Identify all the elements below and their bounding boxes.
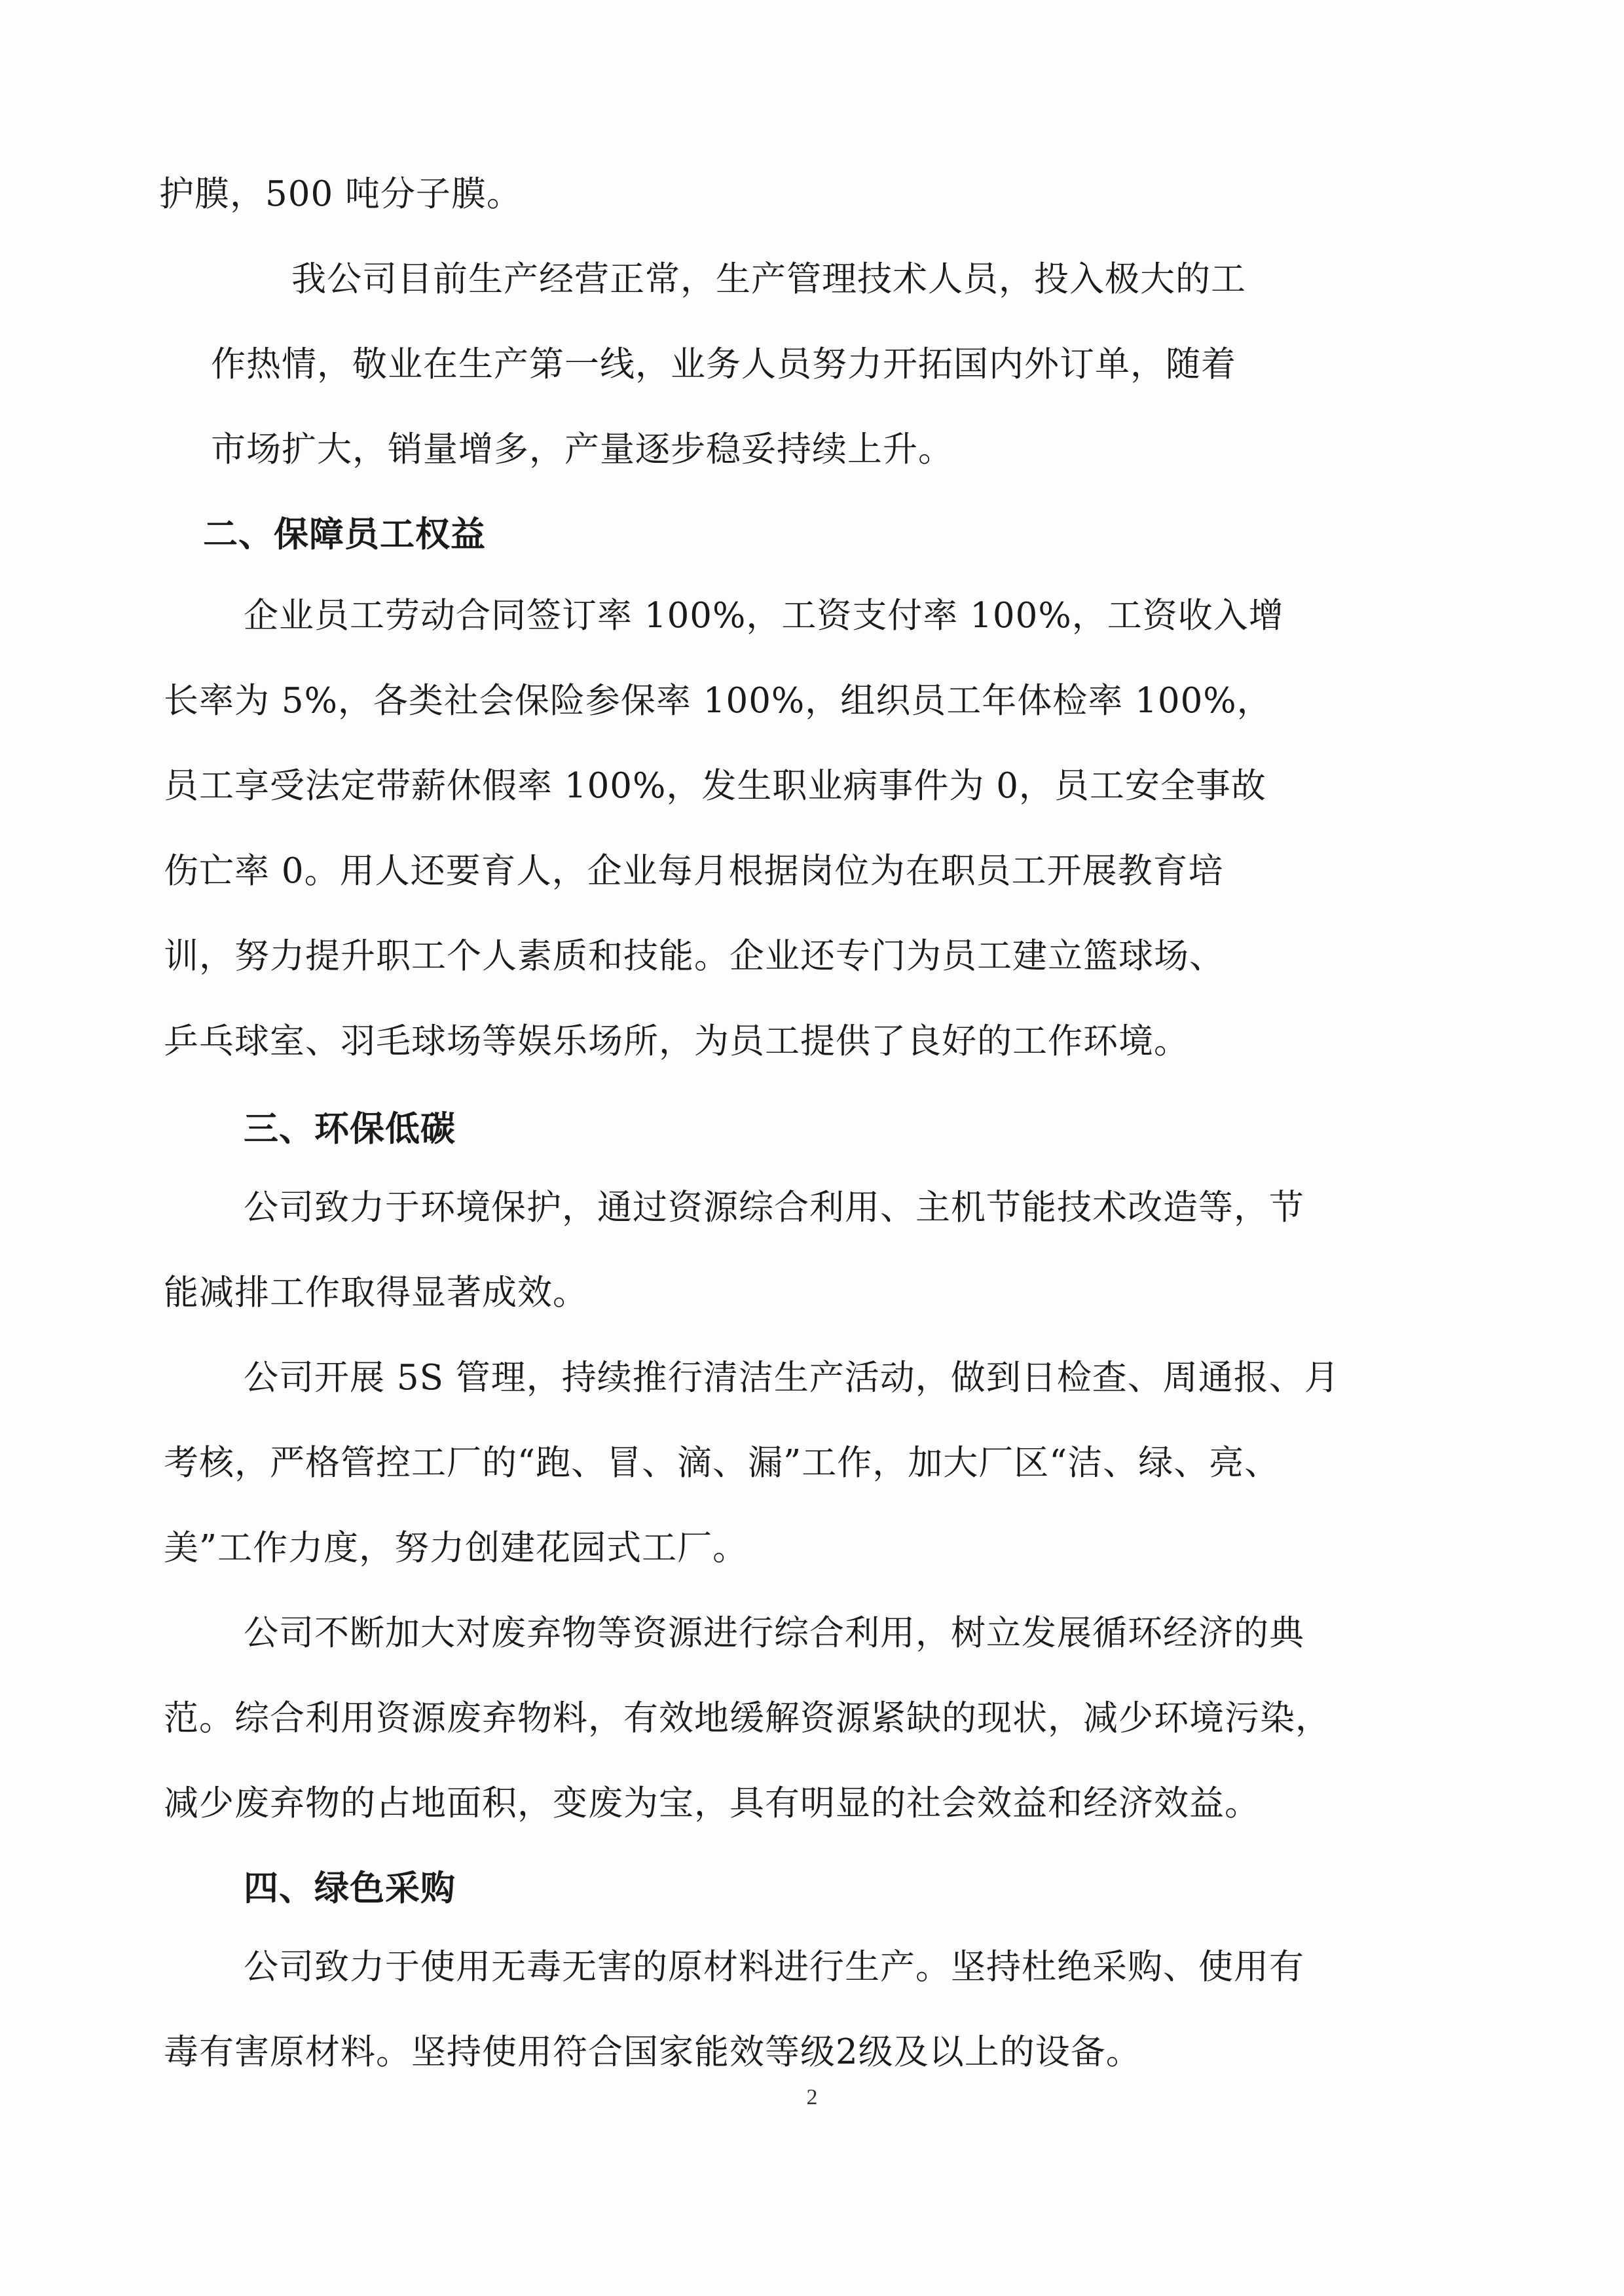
paragraph-line: 范。综合利用资源废弃物料，有效地缓解资源紧缺的现状，减少环境污染， (164, 1698, 1331, 1738)
page-number: 2 (806, 2085, 818, 2109)
paragraph-line: 作热情，敬业在生产第一线，业务人员努力开拓国内外订单，随着 (211, 344, 1236, 384)
paragraph-line: 减少废弃物的占地面积，变废为宝，具有明显的社会效益和经济效益。 (164, 1783, 1260, 1823)
paragraph-line: 公司开展 5S 管理，持续推行清洁生产活动，做到日检查、周通报、月 (244, 1358, 1340, 1398)
paragraph-line: 美”工作力度，努力创建花园式工厂。 (164, 1528, 748, 1568)
paragraph-line: 公司致力于使用无毒无害的原材料进行生产。坚持杜绝采购、使用有 (244, 1947, 1304, 1987)
paragraph-line: 毒有害原材料。坚持使用符合国家能效等级2级及以上的设备。 (164, 2032, 1141, 2072)
paragraph-line: 伤亡率 0。用人还要育人，企业每月根据岗位为在职员工开展教育培 (164, 851, 1224, 891)
paragraph-line: 能减排工作取得显著成效。 (164, 1273, 588, 1313)
section-heading: 二、保障员工权益 (203, 515, 486, 555)
paragraph-line: 员工享受法定带薪休假率 100%，发生职业病事件为 0，员工安全事故 (164, 766, 1266, 806)
paragraph-line: 企业员工劳动合同签订率 100%，工资支付率 100%，工资收入增 (244, 596, 1284, 636)
section-heading: 三、环保低碳 (244, 1109, 456, 1149)
paragraph-line: 训，努力提升职工个人素质和技能。企业还专门为员工建立篮球场、 (164, 936, 1225, 976)
section-heading: 四、绿色采购 (244, 1868, 456, 1908)
paragraph-line: 考核，严格管控工厂的“跑、冒、滴、漏”工作，加大厂区“洁、绿、亮、 (164, 1443, 1280, 1483)
paragraph-line: 公司致力于环境保护，通过资源综合利用、主机节能技术改造等，节 (244, 1188, 1304, 1228)
paragraph-line: 市场扩大，销量增多，产量逐步稳妥持续上升。 (211, 429, 953, 469)
paragraph-line: 公司不断加大对废弃物等资源进行综合利用，树立发展循环经济的典 (244, 1613, 1304, 1653)
paragraph-line: 我公司目前生产经营正常，生产管理技术人员，投入极大的工 (291, 259, 1246, 299)
paragraph-line: 长率为 5%，各类社会保险参保率 100%，组织员工年体检率 100%， (164, 681, 1272, 721)
paragraph-line: 护膜，500 吨分子膜。 (159, 174, 523, 214)
paragraph-line: 乒乓球室、羽毛球场等娱乐场所，为员工提供了良好的工作环境。 (164, 1021, 1189, 1061)
